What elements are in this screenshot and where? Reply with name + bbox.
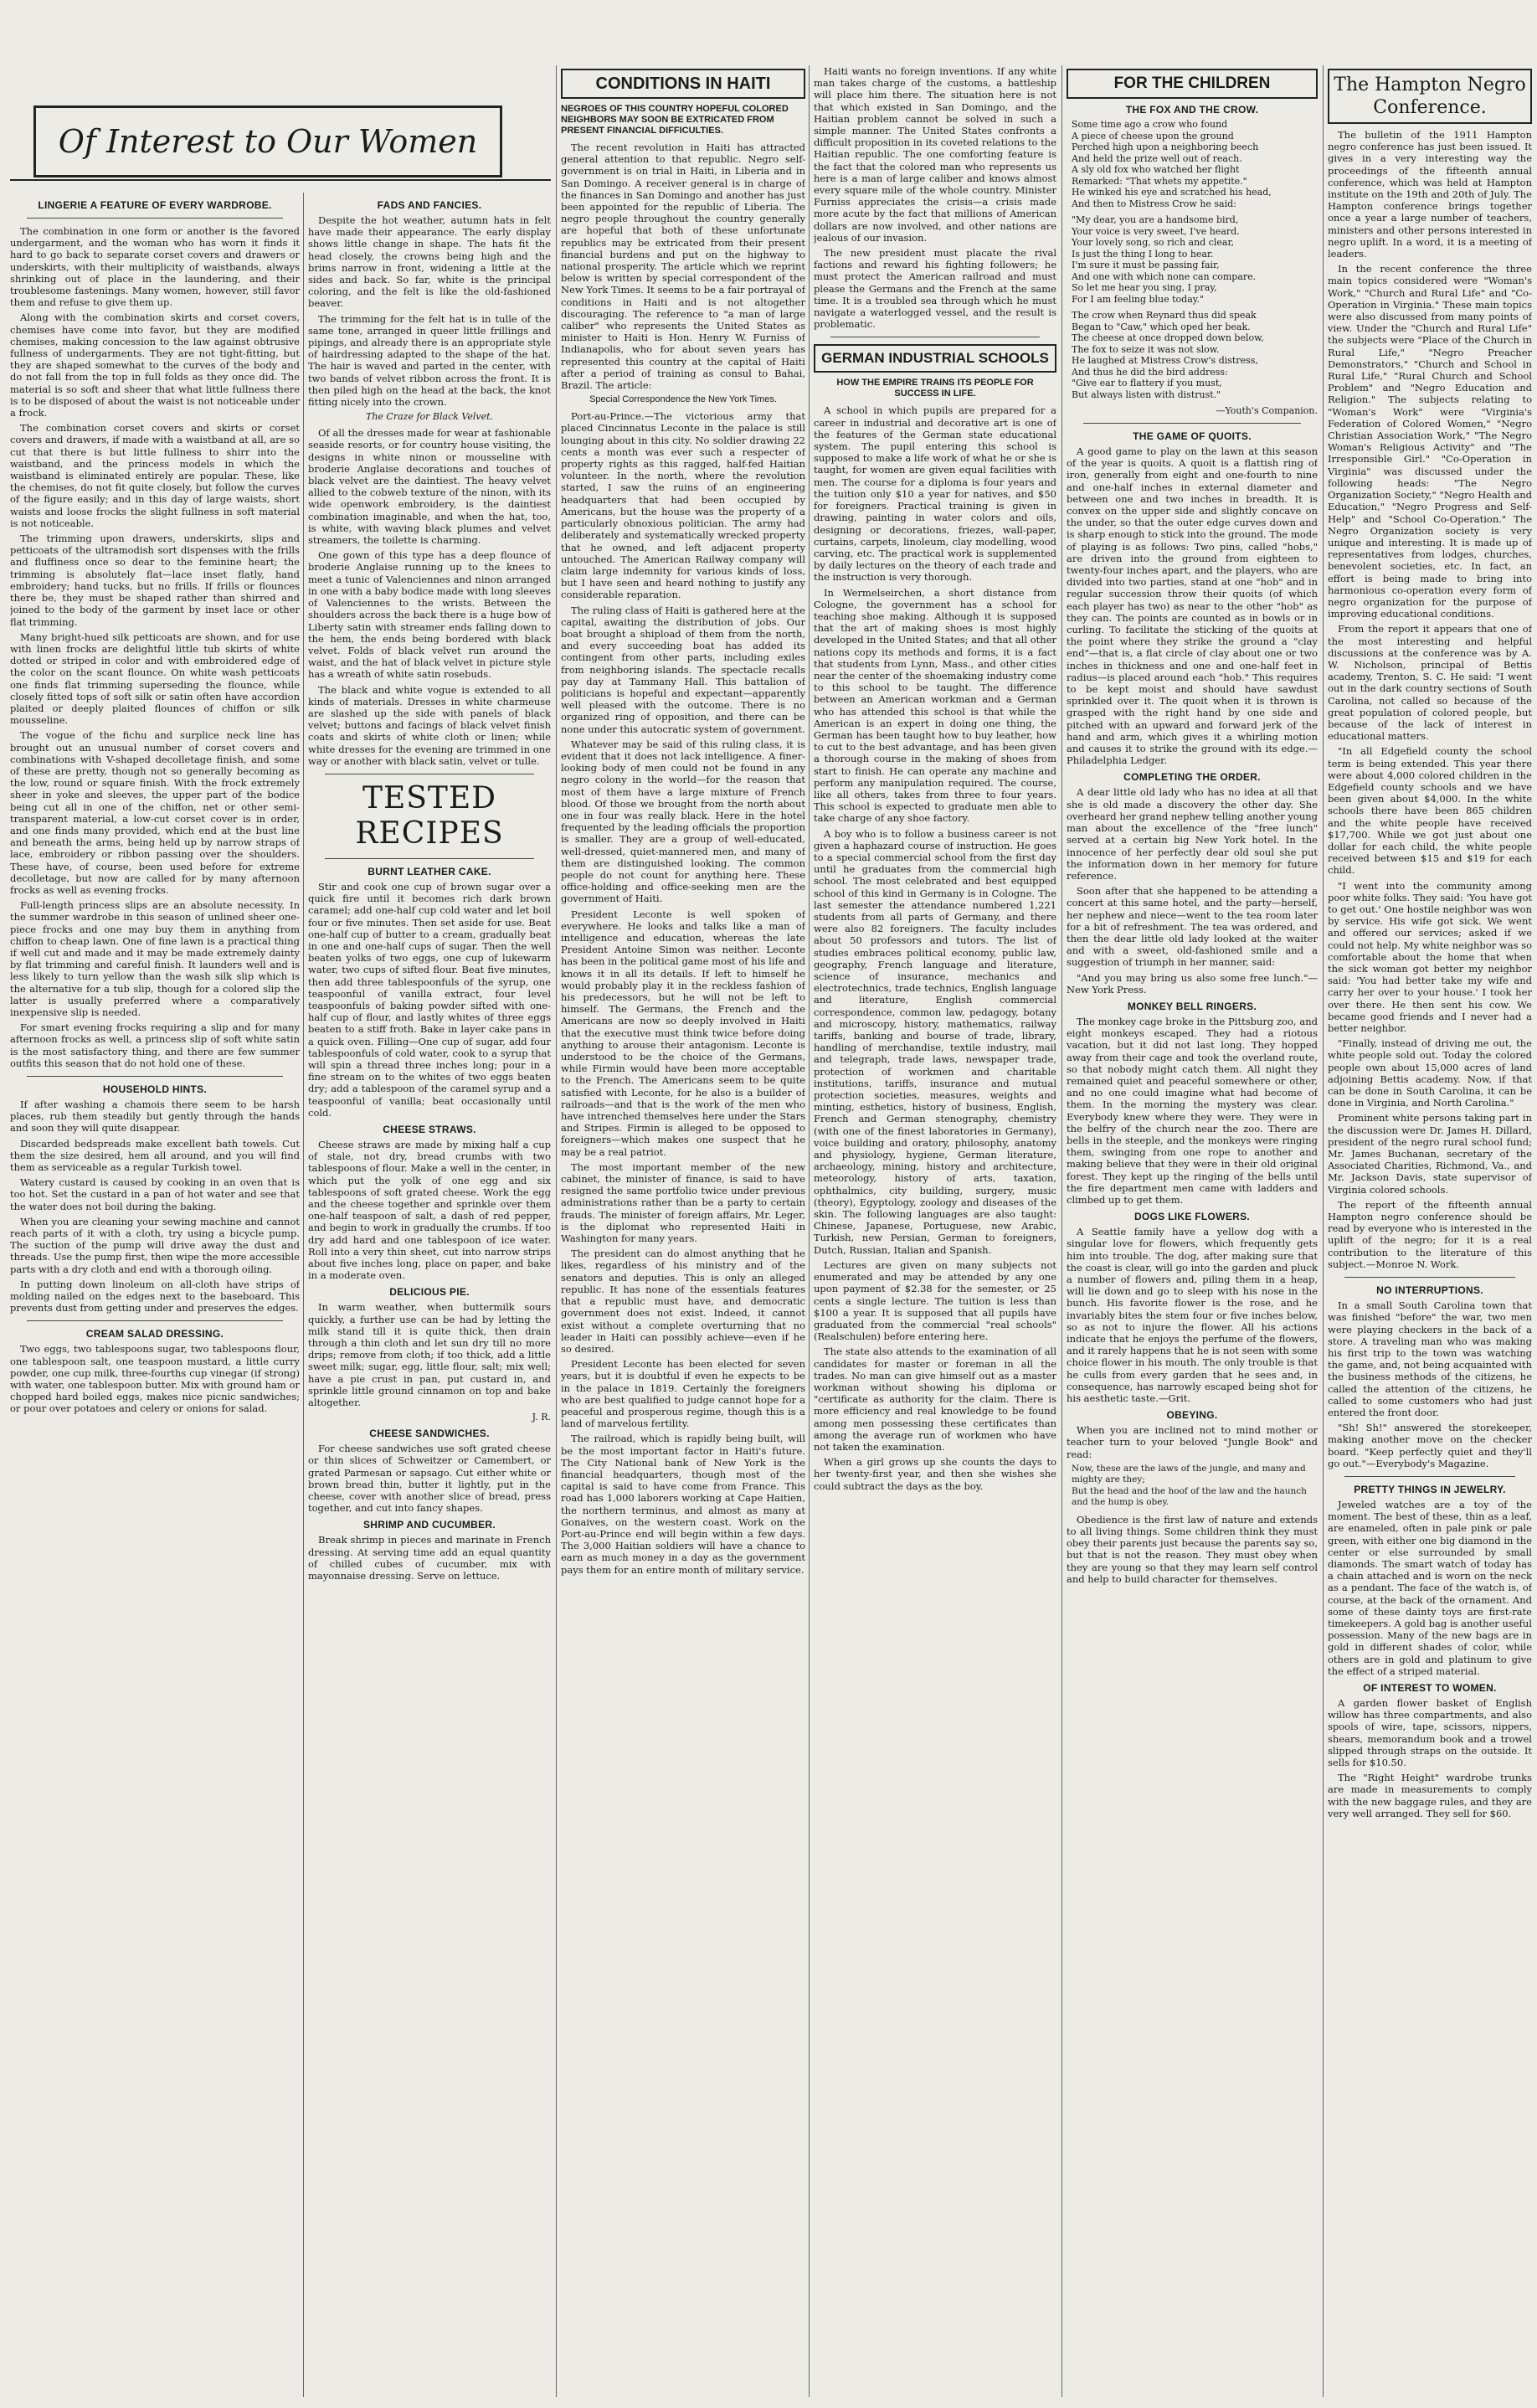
column-children xyxy=(1067,65,1318,2397)
interruptions-title: NO INTERRUPTIONS. xyxy=(1376,1284,1483,1297)
recipe-title: CHEESE STRAWS. xyxy=(383,1124,476,1135)
fads-para: Of all the dresses made for wear at fashionable seaside resorts, or for country house visiting, the designs in white ninon or mousseline with broderie Anglaise decorations and touches of black velvet are the daintiest. The heavy velvet allied to the cobweb texture of the ninon, with its wide openwork embroidery, is the daintiest combination imaginable, and when the hat, too, is white, with waving black plumes and velvet streamers, the toilette is charming. xyxy=(308,427,551,547)
lingerie-para: Along with the combination skirts and corset covers, chemises have come into favor, but they are modified chemises, making concession to the law against obtrusive fullness of undergarments. They are not tight-fitting, but they are shaped somewhat to the curves of the body and do not fall from the top in full folds as they once did. The material is so soft and sheer that what little fullness there is to be disposed of about the waist is not noticeable under a frock. xyxy=(10,311,300,419)
monkey-title: MONKEY BELL RINGERS. xyxy=(1127,1000,1257,1012)
household-para: When you are cleaning your sewing machine and cannot reach parts of it with a cloth, try using a bicycle pump. The suction of the pump will drive away the dust and threads. Use the pump first, then wipe the more accessible parts with a dry cloth and end with a thorough oiling. xyxy=(10,1215,300,1275)
hampton-para: "Finally, instead of driving me out, the white people sold out. Today the colored people own about 15,000 acres of land adjoining Bettis academy. Now, if that can be done in South Carolina, it can be done in Virginia, and North Carolina." xyxy=(1328,1037,1532,1109)
quoits-para: A good game to play on the lawn at this season of the year is quoits. A quoit is a flattish ring of iron, generally from eight and one-fourth to nine and one-half inches in external diameter and between one and two inches in breadth. It is convex on the upper side and slightly concave on the under, so that the outer edge curves down and is sharp enough to stick into the ground. The mode of playing is as follows: Two pins, called "hobs," are driven into the ground from eighteen to twenty-four inches apart, and the players, who are divided into two parties, stand at one "hob" and in regular succession throw their quoits (of which each player has two) as near to the other "hob" as they can. The points are counted as in bowls or in curling. To facilitate the sticking of the quoits at the point where they strike the ground a "clay end"—that is, a flat circle of clay about one or two inches in thickness and one and one-half feet in radius—is placed around each "hob." This requires to be kept moist and should have sawdust sprinkled over it. The quoit when it is thrown is grasped with the right hand by one side and pitched with an upward and forward jerk of the hand and arm, which gives it a whirling motion and causes it to strike the ground with its edge.—Philadelphia Ledger. xyxy=(1067,445,1318,767)
banner-rule xyxy=(10,179,551,188)
recipes-title: TESTED RECIPES xyxy=(355,780,504,851)
haiti-para: President Leconte has been elected for seven years, but it is doubtful if even he expects to be in the palace in 1819. Certainly the foreigners who are best qualified to judge cannot hope for a peaceful and prosperous regime, though this is a land of marvelous fertility. xyxy=(561,1358,805,1430)
haiti-para: Haiti wants no foreign inventions. If any white man takes charge of the customs, a battleship will place him there. The situation here is not that which existed in San Domingo, and the Haitian problem cannot be solved in such a simple manner. The United States confronts a difficult proposition in its coveted relations to the Haitian republic. The one comforting feature is the fact that the colored man who represents us here is a man of large caliber and knows almost every square mile of the whole country. Minister Furniss appreciates the crisis—a crisis made more acute by the fact that millions of American dollars are now involved, and other nations are jealous of our invasion. xyxy=(814,65,1056,244)
german-para: A boy who is to follow a business career is not given a haphazard course of instruction. He goes to a special commercial school from the first day until he graduates from the commercial high school. The most celebrated and best equipped school of this kind in Germany is in Cologne. The last semester the attendance numbered 1,221 students from all parts of Germany, and there were also 82 foreigners. The faculty includes about 50 professors and tutors. The list of studies embraces political economy, public law, geography, French language and literature, science of insurance, mechanics and electrotechnics, trade technics, English language and literature, English commercial correspondence, common law, pedagogy, botany and microscopy, history, mathematics, railway tariffs, banking and bourse of trade, library, handling of merchandise, textile industry, mail and telegraph, trade laws, newspaper trade, protection of workmen and charitable institutions, tariffs, insurance and mutual protection societies, measures, weights and minting, esthetics, history of business, English, French and German stenography, chemistry (with one of the finest laboratories in Germany), voice building and oratory, philosophy, anatomy and physiology, hygiene, German literature, archaeology, mining, history and architecture, meteorology, history of arts, taxation, ophthalmics, city building, surgery, music (theory), Egyptology, zoology and diseases of the skin. The following languages are also taught: Chinese, Japanese, Portuguese, new Arabic, Turkish, new Persian, German to foreigners, Dutch, Russian, Italian and Spanish. xyxy=(814,827,1056,1256)
divider xyxy=(27,1320,283,1321)
german-para: In Wermelseirchen, a short distance from Cologne, the government has a school for teaching shoe making. Although it is supposed that the art of making shoes is most highly developed in the United States; and that all other nations copy its methods and forms, it is a fact that students from Lynn, Mass., and other cities near the center of the shoemaking industry come to this school to be taught. The difference between an American workman and a German who has attended this school is that while the American is an expert in doing one thing, the German has been taught how to buy leather, how to cut to the best advantage, and has been given a thorough course in the making of shoes from start to finish. He can operate any machine and perform any manipulation required. The course, like all others, takes from three to four years. This school is expected to graduate men able to take charge of any shoe factory. xyxy=(814,586,1056,825)
german-para: Lectures are given on many subjects not enumerated and may be attended by any one upon payment of $2.38 for the semester, or 25 cents a single lecture. The tuition is less than $100 a year. It is supposed that all pupils have graduated from the commercial "real schools" (Realschulen) before entering here. xyxy=(814,1258,1056,1343)
interruptions-para: In a small South Carolina town that was finished "before" the war, two men were playing checkers in the back of a store. A traveling man who was making his first trip to the town was watching the game, and, not being acquainted with the business methods of the citizens, he called the attention of the citizens, he called to some customers who had just entered the front door. xyxy=(1328,1299,1532,1418)
recipe-text: For cheese sandwiches use soft grated cheese or thin slices of Schweitzer or Camembert, or grated Parmesan or sapsago. Cut either white or brown bread thin, butter it lightly, put in the cheese, cover with another slice of bread, press together, and cut into fancy shapes. xyxy=(308,1443,551,1515)
haiti-para: The president can do almost anything that he likes, regardless of his ministry and of the senators and deputies. This is only an alleged republic. It has none of the essentials features that a republic must have, and democratic government does not exist. Indeed, it cannot exist without a complete overturning that no leader in Haiti can possibly achieve—even if he so desired. xyxy=(561,1248,805,1355)
haiti-title: CONDITIONS IN HAITI xyxy=(561,69,805,99)
haiti-para: The most important member of the new cabinet, the minister of finance, is said to have resigned the same portfolio twice under previous administrations rather than be a party to certain frauds. The minister of foreign affairs, Mr. Leger, is the diplomat who represented Haiti in Washington for many years. xyxy=(561,1160,805,1245)
divider xyxy=(1344,1277,1515,1278)
hampton-para: Prominent white persons taking part in the discussion were Dr. James H. Dillard, president of the negro rural school fund; Mr. James Buchanan, secretary of the Associated Charities, Richmond, Va., and Mr. Jackson Davis, state supervisor of Virginia colored schools. xyxy=(1328,1112,1532,1196)
lingerie-para: Many bright-hued silk petticoats are shown, and for use with linen frocks are delightful little tub skirts of white dotted or striped in color and with embroidered edge of the color on the scant flounce. On white wash petticoats one finds flat trimming superseding the flounce, while closely fitted tops of soft silk or satin often have accordion plaited or deeply plaited flounces of chiffon or silk mousseline. xyxy=(10,630,300,727)
hampton-para: In the recent conference the three main topics considered were "Woman's Work," "Church and Rural Life" and "Co-Operation in Virginia." These main topics were also discussed from many points of view. Under the "Church and Rural Life" the subjects were "Place of the Church in Rural Life," "Negro Preacher Demonstrators," "Church and School in Rural Life," "Rural Church and School Problem" and "Negro Education and Religion." The subjects relating to "Woman's Work" were "Virginia's Federation of Colored Women," "Negro Christian Association Work," "The Negro Woman's Religious Activity" and "The Irresponsible Girl." "Co-Operation in Virginia" was discussed under the following heads: "The Negro Organization Society," "Negro Health and Education," "Negro Progress and Self-Help" and "School Co-Operation." The Negro Organization society is very unique and interesting. It is made up of representatives from lodges, churches, benevolent societies, etc. In fact, an effort is being made to bring into harmonious co-operation every form of negro organization for the purpose of improving educational conditions. xyxy=(1328,263,1532,620)
german-title: GERMAN INDUSTRIAL SCHOOLS xyxy=(814,344,1056,373)
children-title: FOR THE CHILDREN xyxy=(1067,69,1318,99)
obeying-para: Obedience is the first law of nature and extends to all living things. Some children think they must obey their parents just because the parents say so, but that is not the reason. They must obey when they are young so that they may learn self control and help to build character for themselves. xyxy=(1067,1513,1318,1585)
household-para: If after washing a chamois there seem to be harsh places, rub them steadily but gently through the hands and soon they will quite disappear. xyxy=(10,1099,300,1135)
household-para: Watery custard is caused by cooking in an oven that is too hot. Set the custard in a pan of hot water and see that the water does not boil during the baking. xyxy=(10,1176,300,1212)
haiti-para: The railroad, which is rapidly being built, will be the most important factor in Haiti's future. The City National bank of New York is the financial headquarters, though most of the capital is said to have come from France. This road has 1,000 laborers working at Cape Haitien, the northern terminus, and almost as many at Gonaives, on the western coast. Work on the Port-au-Prince end will begin within a few days. The 3,000 Haitian soldiers will have a chance to earn as much money in a day as the government pays them for an entire month of military service. xyxy=(561,1433,805,1576)
haiti-para: Whatever may be said of this ruling class, it is evident that it does not lack intelligence. A finer-looking body of men could not be found in any negro colony in the world—for the reason that most of them have a large mixture of French blood. Of those we brought from the north about one in four was really black. Here in the hotel frequented by the leading officials the proportion is smaller. They are a group of well-educated, well-dressed, quiet-mannered men, and many of them are distinguished looking. The common people do not count for anything here. These office-holding and office-seeking men are the government of Haiti. xyxy=(561,738,805,905)
column-rule xyxy=(556,65,557,2397)
column-women-2 xyxy=(308,194,551,2397)
fox-credit: —Youth's Companion. xyxy=(1216,405,1318,416)
obeying-para: When you are inclined not to mind mother or teacher turn to your beloved "Jungle Book" and read: xyxy=(1067,1424,1318,1460)
fads-para: One gown of this type has a deep flounce of broderie Anglaise running up to the knees to meet a tunic of Valenciennes and ninon arranged in one with a baby bodice made with long sleeves of Valenciennes to the wrists. Between the shoulders across the back there is a huge bow of Liberty satin with streamer ends falling down to the hem, the ends being bordered with black velvet. Folds of black velvet run around the waist, and the hat of black velvet in picture style has a wreath of white satin rosebuds. xyxy=(308,549,551,681)
haiti-dateline: Special Correspondence the New York Times. xyxy=(589,394,777,405)
haiti-para: President Leconte is well spoken of everywhere. He looks and talks like a man of intelligence and education, whereas the late President Antoine Simon was neither. Leconte has been in the political game most of his life and knows it in all its details. If left to himself he would probably play it in the reckless fashion of his predecessors, but he will not be left to himself. The Germans, the French and the Americans are now so deeply involved in Haiti that the executive must think twice before doing anything to arouse their antagonism. Leconte is understood to be the choice of the Germans, while Firmin would have been more acceptable to the French. The Americans seem to be quite satisfied with Leconte, for he also is a builder of railroads—and that is the work of the men who have intrenched themselves here under the Stars and Stripes. Firmin is alleged to be opposed to foreigners—which makes one suspect that he may be a real patriot. xyxy=(561,908,805,1158)
completing-para: Soon after that she happened to be attending a concert at this same hotel, and the party—herself, her nephew and niece—went to the tea room later for a bit of refreshment. The tea was ordered, and then the dear little old lady looked at the waiter and with a sweet, old-fashioned smile and a suggestion of triumph in her manner, said: xyxy=(1067,885,1318,969)
column-haiti xyxy=(561,65,805,2397)
dogs-title: DOGS LIKE FLOWERS. xyxy=(1133,1211,1251,1223)
household-para: Discarded bedspreads make excellent bath towels. Cut them the size desired, hem all around, and you will find them as serviceable as a regular Turkish towel. xyxy=(10,1137,300,1174)
completing-para: "And you may bring us also some free lunch."—New York Press. xyxy=(1067,971,1318,996)
lingerie-para: The vogue of the fichu and surplice neck line has brought out an unusual number of corset covers and combinations with V-shaped decolletage finish, and some of these are pretty, though not so generally becoming as the low, round or square finish. With the frock extremely sheer in yoke and sleeves, the upper part of the bodice being cut all in one of the chiffon, net or other semi-transparent material, a low-cut corset cover is in order, and one finds many provided, which end at the bust line and beneath the arms, being held up by narrow straps of lace, embroidery or ribbon passing over the shoulders. These have, of course, been used before for extreme decolletage, but now are called for by many afternoon frocks as well as evening frocks. xyxy=(10,729,300,896)
salad-para: Two eggs, two tablespoons sugar, two tablespoons flour, one tablespoon salt, one teaspoon mustard, a little curry powder, one cup milk, three-fourths cup vinegar (if strong) with water, one tablespoon butter. Mix with ground ham or chopped hard boiled eggs, makes nice picnic sandwiches; or pour over potatoes and celery or onions for salad. xyxy=(10,1343,300,1415)
interruptions-para: "Sh! Sh!" answered the storekeeper, making another move on the checker board. "Keep perfectly quiet and they'll go out."—Everybody's Magazine. xyxy=(1328,1422,1532,1469)
hampton-para: From the report it appears that one of the most interesting and helpful discussions at the conference was by A. W. Nicholson, principal of Bettis academy, Trenton, S. C. He said: "I went out in the dark country sections of South Carolina, not called so because of the great population of colored people, but because of the lack of interest in educational matters. xyxy=(1328,623,1532,743)
monkey-para: The monkey cage broke in the Pittsburg zoo, and eight monkeys escaped. They had a riotous vacation, but it did not last long. They hopped away from their cage and took the overland route, so that nobody might catch them. All night they remained quiet and peaceful somewhere or other, and no one could imagine what had become of them. In the morning the mystery was clear. Everybody knew where they were. They were in the belfry of the church near the zoo. There are bells in the steeple, and the monkeys were ringing them, swinging from one rope to another and making believe that they were in their old original forest. They kept up the ringing of the bells until the fire department men came with ladders and climbed up to get them. xyxy=(1067,1015,1318,1206)
women-interest-para: A garden flower basket of English willow has three compartments, and also spools of wire, tape, scissors, nippers, shears, memorandum book and a trowel slipped through straps on the outside. It sells for $10.50. xyxy=(1328,1696,1532,1768)
lingerie-para: For smart evening frocks requiring a slip and for many afternoon frocks as well, a princess slip of soft white satin is the most satisfactory thing, and there are few summer outfits this season that do not hold one of these. xyxy=(10,1021,300,1069)
haiti-para: The ruling class of Haiti is gathered here at the capital, awaiting the distribution of jobs. Our boat brought a shipload of them from the north, and every succeeding boat has added its contingent from other parts, including exiles from neighboring islands. The spectacle recalls pay day at Tammany Hall. This battalion of politicians is hopeful and expectant—apparently well pleased with the outcome. There is no organized ring of opposition, and there can be none under this autocratic system of government. xyxy=(561,604,805,735)
women-banner: Of Interest to Our Women xyxy=(33,105,502,178)
dogs-para: A Seattle family have a yellow dog with a singular love for flowers, which frequently gets him into trouble. The dog, after making sure that the coast is clear, will go into the garden and pluck a number of flowers and, piling them in a heap, will lie down and go to sleep with his nose in the bunch. His favorite flower is the rose, and he invariably bites the stem four or five inches below, so as not to injure the flower. All his actions indicate that he enjoys the perfume of the flowers, and it rarely happens that he is not seen with some choice flower in his mouth. The only trouble is that he culls from every garden that he sees and, in consequence, has narrowly escaped being shot for his aesthetic taste.—Grit. xyxy=(1067,1226,1318,1405)
fads-title: FADS AND FANCIES. xyxy=(377,199,482,211)
german-deck: HOW THE EMPIRE TRAINS ITS PEOPLE FOR SUCCESS IN LIFE. xyxy=(836,378,1034,399)
completing-para: A dear little old lady who has no idea at all that she is old made a discovery the other day. She overheard her grand nephew telling another young man about the excellence of the "free lunch" served at a certain big New York hotel. In the innocence of her perfectly dear old soul she put the information down in her memory for future reference. xyxy=(1067,786,1318,882)
divider xyxy=(27,218,283,219)
lingerie-title: LINGERIE A FEATURE OF EVERY WARDROBE. xyxy=(38,199,272,211)
divider xyxy=(1083,423,1301,424)
column-rule xyxy=(303,193,304,2397)
recipe-text: Stir and cook one cup of brown sugar over a quick fire until it becomes rich dark brown caramel; add one-half cup cold water and let boil four or five minutes. Then set aside for use. Beat one-half cup of butter to a cream, gradually beat in one and one-half cups of sugar. Then the well beaten yolks of two eggs, one cup of lukewarm water, two cups of sifted flour. Beat five minutes, then add three tablespoonfuls of the syrup, one teaspoonful of vanilla extract, four level teaspoonfuls of baking powder sifted with one-half cup of flour, and lastly whites of three eggs beaten to a stiff froth. Bake in layer cake pans in a quick oven. Filling—One cup of sugar, add four tablespoonfuls of cold water, cook to a syrup that will spin a thread three inches long; pour in a fine stream on to the whites of two eggs beaten dry; add a tablespoon of the caramel syrup and a teaspoonful of vanilla; beat occasionally until cold. xyxy=(308,880,551,1119)
recipe-title: DELICIOUS PIE. xyxy=(389,1286,470,1299)
lingerie-para: The combination in one form or another is the favored undergarment, and the woman who has worn it finds it hard to go back to separate corset covers and drawers or underskirts, with their multiplicity of waistbands, always shrinking out of place in the laundering, and their troublesome fastenings. Many women, however, still favor them and refuse to give them up. xyxy=(10,225,300,309)
completing-title: COMPLETING THE ORDER. xyxy=(1123,771,1261,784)
divider xyxy=(27,1076,283,1077)
column-women-1 xyxy=(10,194,300,2397)
household-title: HOUSEHOLD HINTS. xyxy=(102,1083,208,1096)
jewelry-title: PRETTY THINGS IN JEWELRY. xyxy=(1354,1483,1506,1495)
recipe-text: Break shrimp in pieces and marinate in French dressing. At serving time add an equal quantity of chilled cubes of cucumber, mix with mayonnaise dressing. Serve on lettuce. xyxy=(308,1534,551,1582)
recipe-credit: J. R. xyxy=(532,1412,551,1423)
column-haiti-german xyxy=(814,65,1056,2397)
lingerie-para: The trimming upon drawers, underskirts, slips and petticoats of the ultramodish sort dispenses with the frills and fluffiness once so dear to the feminine heart; the trimming is absolutely flat—lace inset flatly, hand embroidery; hand tucks, but no frills. If frills or flounces there be, they must be shaped rather than shirred and joined to the body of the garment by inset lace or other flat trimming. xyxy=(10,533,300,628)
fox-verse: Some time ago a crow who found A piece of cheese upon the ground Perched high upon a neighboring beech And held the prize well out of reach. A sly old fox who watched her flight Remarked: "That whets my appetite." He winked his eye and scratched his head, And then to Mistress Crow he said: xyxy=(1072,119,1272,209)
lingerie-para: The combination corset covers and skirts or corset covers and drawers, if made with a waistband at all, are so cut that there is but little fullness to shirr into the waistband, and the princess models in which the waistband is eliminated entirely are popular. These, like the chemises, do not fit quite closely, but follow the curves of the figure easily; and in this day of large waists, short waists and loose frocks the slight fullness in soft material is not noticeable. xyxy=(10,422,300,529)
hampton-para: The bulletin of the 1911 Hampton negro conference has just been issued. It gives in a very interesting way the proceedings of the fifteenth annual conference, which was held at Hampton institute on the 19th and 20th of July. The Hampton conference brings together once a year a large number of teachers, ministers and other persons interested in negro uplift. In a word, it is a meeting of leaders. xyxy=(1328,129,1532,260)
hampton-para: "In all Edgefield county the school term is being extended. This year there were about 4,000 colored children in the Edgefield county schools and we have been given about $4,000. In the white schools there have been 865 children and the white people have received $17,700. While we got just about one dollar for each child, the white people received between $15 and $19 for each child. xyxy=(1328,745,1532,877)
recipe-title: CHEESE SANDWICHES. xyxy=(369,1428,490,1440)
haiti-para: Port-au-Prince.—The victorious army that placed Cincinnatus Leconte in the palace is still lounging about in this city. No soldier drawing 22 cents a month was ever such a respecter of property rights as this ragged, half-fed Haitian volunteer. In the north, where the revolution started, I saw the ruins of an engineering headquarters that had been occupied by Americans, but the house was the property of a particularly obnoxious politician. The army had deliberately and systematically wrecked property that he owned, and left adjacent property untouched. The American Railway company will claim large indemnity for various kinds of loss, but I have seen and heard nothing to justify any considerable reparation. xyxy=(561,410,805,601)
divider xyxy=(1344,1476,1515,1477)
women-interest-title: OF INTEREST TO WOMEN. xyxy=(1363,1681,1497,1694)
jewelry-para: Jeweled watches are a toy of the moment. The best of these, thin as a leaf, are enameled, often in pale pink or pale green, with either one big diamond in the center or else surrounded by small diamonds. The smart watch of today has a chain attached and is worn on the neck as a pendant. The face of the watch is, of course, at the back of the ornament. And some of these dainty toys are first-rate timekeepers. A gold bag is another useful possession. Many of the new bags are in gold in different shades of color, while others are in gold and platinum to give the effect of a striped material. xyxy=(1328,1498,1532,1677)
quoits-title: THE GAME OF QUOITS. xyxy=(1133,430,1252,442)
column-rule xyxy=(809,65,810,2397)
hampton-title: The Hampton Negro Conference. xyxy=(1328,69,1532,124)
lingerie-para: Full-length princess slips are an absolute necessity. In the summer wardrobe in this season of unlined sheer one-piece frocks and one may buy them in anything from chiffon to cheap lawn. One of fine lawn is a practical thing if well cut and made and it may be made extremely dainty by flat trimming and careful finish. It launders well and is less likely to turn yellow than the wash silk slip which is the alternative for a tub slip, though for a colored slip the latter is usually preferred where a comparatively inexpensive slip is needed. xyxy=(10,899,300,1018)
haiti-para: The recent revolution in Haiti has attracted general attention to that republic. Negro self-government is on trial in Haiti, in Liberia and in San Domingo. A receiver general is in charge of the finances in San Domingo and another has just been appointed for the republic of Liberia. The negro people throughout the country generally are hopeful that both of these unfortunate republics may be extricated from their present financial burdens and put on the highway to national prosperity. The article which we reprint below is written by special correspondent of the New York Times. It seems to be a fair portrayal of conditions in Haiti and is not altogether discouraging. The reference to "a man of large caliber" who represents the United States as minister to Haiti is Hon. Henry W. Furniss of Indianapolis, who for about seven years has represented this country at the capital of Haiti after a period of training as consul to Bahai, Brazil. The article: xyxy=(561,141,805,392)
hampton-para: The report of the fifteenth annual Hampton negro conference should be read by everyone who is interested in the uplift of the negro; for it is a real contribution to the literature of this subject.—Monroe N. Work. xyxy=(1328,1198,1532,1270)
fads-subhead: The Craze for Black Velvet. xyxy=(366,411,493,423)
obeying-verse: Now, these are the laws of the jungle, and many and mighty are they; But the head and the hoof of the law and the haunch and the hump is obey. xyxy=(1072,1463,1307,1508)
recipe-title: BURNT LEATHER CAKE. xyxy=(368,865,491,877)
salad-title: CREAM SALAD DRESSING. xyxy=(85,1328,224,1340)
fox-verse: "My dear, you are a handsome bird, Your voice is very sweet, I've heard. Your lovely song, so rich and clear, Is just the thing I long to hear. I'm sure it must be passing fair, And one with which none can compare. So let me hear you sing, I pray, For I am feeling blue today." xyxy=(1072,214,1257,305)
column-rule xyxy=(1323,65,1324,2397)
german-para: The state also attends to the examination of all candidates for master or foreman in all the trades. No man can give himself out as a master workman without showing his diploma or "certificate as authority for the claim. There is more efficiency and real knowledge to be found among men possessing these certificates than among the average run of workmen who have not taken the examination. xyxy=(814,1345,1056,1453)
haiti-deck: NEGROES OF THIS COUNTRY HOPEFUL COLORED NEIGHBORS MAY SOON BE EXTRICATED FROM PRESENT FINANCIAL DIFFICULTIES. xyxy=(561,104,789,136)
fox-title: THE FOX AND THE CROW. xyxy=(1125,104,1259,116)
fox-verse: The crow when Reynard thus did speak Began to "Caw," which oped her beak. The cheese at once dropped down below, The fox to seize it was not slow. He laughed at Mistress Crow's distress, And thus he did the bird address: "Give ear to flattery if you must, But always listen with distrust." xyxy=(1072,310,1264,400)
german-para: When a girl grows up she counts the days to her twenty-first year, and then she wishes she could subtract the days as the boy. xyxy=(814,1456,1056,1492)
haiti-para: The new president must placate the rival factions and reward his fighting followers; he must protect the American railroad and must please the Germans and the French at the same time. It is a troubled sea through which he must navigate a waterlogged vessel, and the result is problematic. xyxy=(814,247,1056,331)
hampton-para: "I went into the community among poor white folks. They said: 'You have got to get out.' One hostile neighbor was won by service. His wife got sick. We went and offered our services; asked if we could not help. My white neighbor was so comfortable about the home that when the sick woman got better my neighbor said: 'You had better take my wife and carry her over to your house.' I took her over there. He then sent his cow. We became good friends and I never had a better neighbor. xyxy=(1328,879,1532,1035)
recipe-title: SHRIMP AND CUCUMBER. xyxy=(362,1519,496,1531)
recipe-text: Cheese straws are made by mixing half a cup of stale, not dry, bread crumbs with two tablespoons of flour. Make a well in the center, in which put the yolk of one egg and six tablespoons of soft grated cheese. Work the egg and the cheese together and sprinkle over them one-half teaspoon of salt, a dash of red pepper, and begin to work in gradually the crumbs. If too dry add hard and one tablespoon of ice water. Roll into a very thin sheet, cut into narrow strips about five inches long, place on paper, and bake in a moderate oven. xyxy=(308,1139,551,1282)
recipe-text: In warm weather, when buttermilk sours quickly, a further use can be had by letting the milk stand till it is quite thick, then drain through a thin cloth and let sun dry till no more drips; remove from cloth; if too thick, add a little sweet milk; sugar, egg, little flour, salt; mix well; have a pie crust in pan, put custard in, and sprinkle little ground cinnamon on top and bake altogether. xyxy=(308,1301,551,1409)
fads-para: The black and white vogue is extended to all kinds of materials. Dresses in white charmeuse are slashed up the side with panels of black velvet; buttons and facings of black velvet finish coats and skirts of white cloth or linen; while white dresses for the evening are trimmed in one way or another with black satin, velvet or tulle. xyxy=(308,683,551,767)
fads-para: Despite the hot weather, autumn hats in felt have made their appearance. The early display shows little change in shape. The hats fit the head closely, the crowns being high and the brims narrow in front, widening a little at the sides and back. So far, white is the principal coloring, and the felt is like the old-fashioned beaver. xyxy=(308,214,551,310)
household-para: In putting down linoleum on all-cloth have strips of molding nailed on the edges next to the baseboard. This prevents dust from getting under and preserves the edges. xyxy=(10,1278,300,1315)
obeying-title: OBEYING. xyxy=(1166,1409,1218,1422)
divider xyxy=(325,858,534,859)
column-hampton xyxy=(1328,65,1532,2397)
fads-para: The trimming for the felt hat is in tulle of the same tone, arranged in queer little frillings and pipings, and already there is an appropriate style of hairdressing adapted to the shape of the hat. The hair is waved and parted in the center, with two bands of velvet ribbon across the front. It is then piled high on the head at the back, the knot fitting nicely into the crown. xyxy=(308,312,551,409)
german-para: A school in which pupils are prepared for a career in industrial and decorative art is one of the features of the German state educational system. The pupil entering this school is supposed to make a life work of what he or she is taught, for women are given equal facilities with men. The course for a diploma is four years and the tuition only $10 a year for natives, and $50 for foreigners. Practical training is given in drawing, painting in water colors and oils, designing or decorations, friezes, wall-paper, curtains, carpets, linoleum, clay modelling, wood carving, etc. The practical work is supplemented by daily lectures on the theory of each trade and the instruction is very thorough. xyxy=(814,404,1056,584)
women-interest-para: The "Right Height" wardrobe trunks are made in measurements to comply with the new baggage rules, and they are very well arranged. They sell for $60. xyxy=(1328,1772,1532,1819)
